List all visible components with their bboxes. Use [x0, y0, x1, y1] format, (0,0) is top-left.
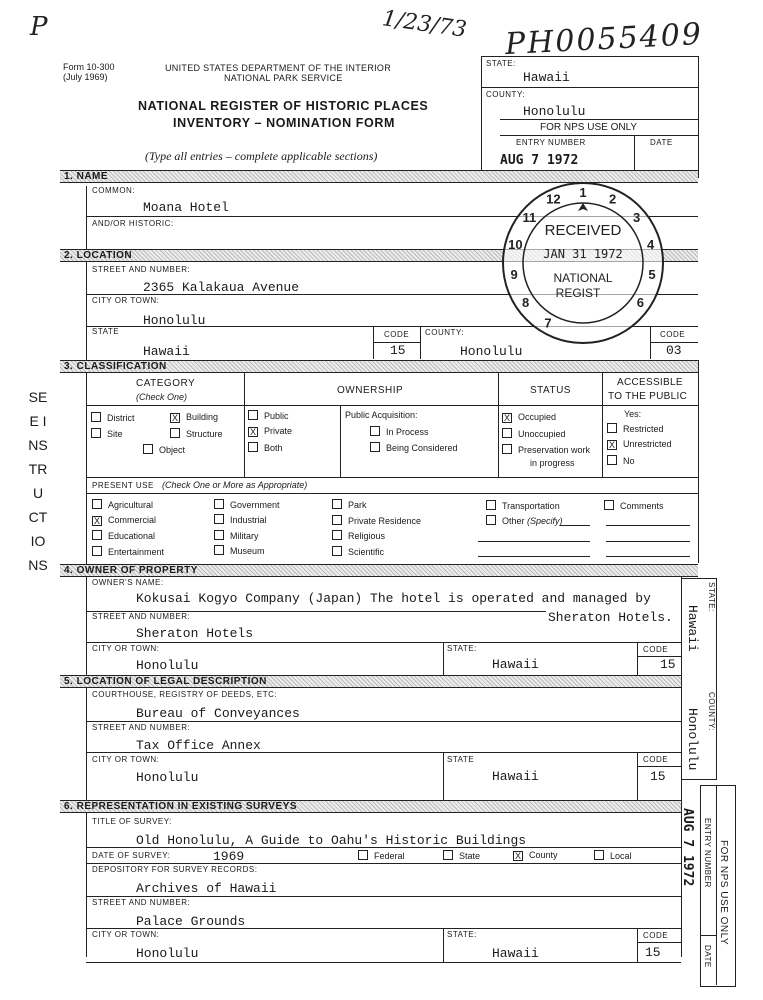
cb-government[interactable]: Government	[214, 499, 280, 510]
rm-date-label: DATE	[703, 945, 712, 968]
stamp-ring-numeral: 1	[579, 185, 587, 200]
s6-street-value: Palace Grounds	[136, 914, 246, 929]
s6-depository-value: Archives of Hawaii	[136, 881, 277, 896]
s3-access-label2: TO THE PUBLIC	[608, 391, 688, 402]
section-6-header: 6. REPRESENTATION IN EXISTING SURVEYS	[60, 800, 681, 813]
s5-state-label: STATE	[447, 755, 475, 764]
tr-state-value: Hawaii	[523, 70, 570, 85]
stamp-line1: NATIONAL	[553, 271, 613, 285]
stamp-received-text: RECEIVED	[544, 222, 622, 239]
s2-street-value: 2365 Kalakaua Avenue	[143, 280, 300, 295]
s2-code-label: CODE	[384, 330, 410, 339]
s5-state-value: Hawaii	[492, 769, 539, 784]
s4-state-label: STATE:	[447, 644, 477, 653]
s6-code-label: CODE	[643, 931, 669, 940]
s4-code-label: CODE	[643, 645, 669, 654]
cb-military[interactable]: Military	[214, 530, 259, 541]
s3-present-use-label: PRESENT USE	[92, 481, 154, 490]
cb-in-process[interactable]: In Process	[370, 426, 429, 437]
s6-code-value: 15	[645, 945, 661, 960]
cb-district[interactable]: District	[91, 412, 135, 423]
s2-state-value: Hawaii	[143, 344, 190, 359]
s2-code2-label: CODE	[660, 330, 686, 339]
s2-code-value: 15	[390, 343, 406, 358]
tr-entry-label: ENTRY NUMBER	[516, 138, 586, 147]
cb-museum[interactable]: Museum	[214, 545, 265, 556]
s6-city-value: Honolulu	[136, 946, 199, 961]
cb-both[interactable]: Both	[248, 442, 283, 453]
form-subtitle: (Type all entries – complete applicable sections)	[145, 149, 378, 163]
see-instructions-side-text: SEE INSTRUCTIONS	[28, 389, 48, 573]
stamp-ring-numeral: 4	[646, 236, 655, 252]
form-title-line2: INVENTORY – NOMINATION FORM	[173, 116, 395, 130]
section-4-header: 4. OWNER OF PROPERTY	[60, 564, 698, 577]
s6-street-label: STREET AND NUMBER:	[92, 898, 191, 907]
s3-yes-label: Yes:	[624, 409, 642, 419]
section-2-header: 2. LOCATION	[60, 249, 698, 262]
s1-common-label: COMMON:	[92, 186, 136, 195]
stamp-ring-numeral: 5	[648, 267, 656, 283]
stamp-ring-numeral: 12	[546, 191, 561, 207]
s6-survey-label: TITLE OF SURVEY:	[92, 817, 172, 826]
cb-structure[interactable]: Structure	[170, 428, 223, 439]
s6-state-label: STATE:	[447, 930, 477, 939]
cb-agricultural[interactable]: Agricultural	[92, 499, 153, 510]
cb-site[interactable]: Site	[91, 428, 123, 439]
handwritten-ref-number: PH0055409	[504, 16, 704, 63]
s3-category-label: CATEGORY	[136, 378, 196, 389]
s2-street-label: STREET AND NUMBER:	[92, 265, 191, 274]
rm-nps-use: FOR NPS USE ONLY	[718, 840, 729, 946]
s4-code-value: 15	[660, 657, 676, 672]
cb-public[interactable]: Public	[248, 410, 289, 421]
cb-commercial[interactable]: X Commercial	[93, 515, 157, 526]
cb-unoccupied[interactable]: Unoccupied	[502, 428, 566, 439]
s2-city-label: CITY OR TOWN:	[92, 296, 160, 305]
s5-city-value: Honolulu	[136, 770, 199, 785]
s2-county-value: Honolulu	[460, 344, 523, 359]
stamp-ring-numeral: 6	[636, 295, 644, 311]
cb-educational[interactable]: Educational	[92, 530, 155, 541]
cb-park[interactable]: Park	[332, 499, 367, 510]
s5-court-value: Bureau of Conveyances	[136, 706, 300, 721]
form-title-line1: NATIONAL REGISTER OF HISTORIC PLACES	[138, 99, 429, 113]
section-3-header: 3. CLASSIFICATION	[60, 360, 698, 373]
service-name: NATIONAL PARK SERVICE	[224, 73, 343, 83]
cb-building[interactable]: X Building	[171, 412, 219, 423]
cb-county[interactable]: X County	[514, 850, 558, 861]
s6-survey-value: Old Honolulu, A Guide to Oahu's Historic Buildings	[136, 833, 527, 848]
cb-transportation[interactable]: Transportation	[486, 500, 560, 511]
handwritten-date: 1/23/73	[380, 6, 469, 43]
s1-common-value: Moana Hotel	[143, 200, 229, 215]
s2-county-label: COUNTY:	[425, 328, 465, 337]
stamp-ring-numeral: 7	[544, 315, 552, 331]
s1-historic-label: AND/OR HISTORIC:	[92, 219, 174, 228]
tr-county-value: Honolulu	[523, 104, 586, 119]
s5-code-label: CODE	[643, 755, 669, 764]
cb-restricted[interactable]: Restricted	[607, 423, 664, 434]
s4-owner-label: OWNER'S NAME:	[92, 578, 164, 587]
tr-entry-stamp: AUG 7 1972	[500, 153, 579, 168]
s5-court-label: COURTHOUSE, REGISTRY OF DEEDS, ETC:	[92, 690, 278, 699]
s3-preservation-line2: in progress	[530, 458, 575, 468]
s6-depository-label: DEPOSITORY FOR SURVEY RECORDS:	[92, 865, 258, 874]
cb-private[interactable]: X Private	[249, 426, 293, 437]
tr-nps-use: FOR NPS USE ONLY	[540, 122, 638, 133]
s3-category-sub: (Check One)	[136, 392, 188, 402]
cb-religious[interactable]: Religious	[332, 530, 385, 541]
form-number: Form 10-300	[63, 62, 115, 72]
s6-state-value: Hawaii	[492, 946, 539, 961]
cb-object[interactable]: Object	[143, 444, 185, 455]
tr-county-label: COUNTY:	[486, 90, 526, 99]
s2-state-label: STATE	[92, 327, 120, 336]
cb-no[interactable]: No	[607, 455, 635, 466]
stamp-line2: REGIST	[555, 286, 601, 300]
stamp-ring-numeral: 2	[608, 191, 617, 207]
s4-city-label: CITY OR TOWN:	[92, 644, 160, 653]
s3-public-acquisition-label: Public Acquisition:	[345, 410, 418, 420]
cb-occupied[interactable]: X Occupied	[503, 412, 557, 423]
received-stamp	[498, 178, 668, 348]
tr-date-label: DATE	[650, 138, 673, 147]
s4-owner-value: Kokusai Kogyo Company (Japan) The hotel is operated and managed by	[136, 591, 651, 606]
cb-entertainment[interactable]: Entertainment	[92, 546, 164, 557]
section-5-header: 5. LOCATION OF LEGAL DESCRIPTION	[60, 675, 681, 688]
form-date: (July 1969)	[63, 72, 108, 82]
cb-being-considered[interactable]: Being Considered	[370, 442, 458, 453]
rm-state-label: STATE:	[707, 582, 716, 612]
s5-street-label: STREET AND NUMBER:	[92, 723, 191, 732]
cb-comments[interactable]: Comments	[604, 500, 664, 511]
s6-city-label: CITY OR TOWN:	[92, 930, 160, 939]
rm-entry-stamp: AUG 7 1972	[680, 808, 695, 887]
rm-county-label: COUNTY:	[707, 692, 716, 732]
stamp-ring-numeral: 10	[508, 236, 523, 252]
s2-code2-value: 03	[666, 343, 682, 358]
tr-state-label: STATE:	[486, 59, 516, 68]
department-name: UNITED STATES DEPARTMENT OF THE INTERIOR	[165, 63, 392, 73]
s4-city-value: Honolulu	[136, 658, 199, 673]
stamp-ring-numeral: 9	[510, 267, 518, 283]
s5-city-label: CITY OR TOWN:	[92, 755, 160, 764]
stamp-ring-numeral: 8	[522, 295, 530, 311]
s5-street-value: Tax Office Annex	[136, 738, 261, 753]
cb-local[interactable]: Local	[594, 850, 632, 861]
cb-industrial[interactable]: Industrial	[214, 514, 267, 525]
cb-scientific[interactable]: Scientific	[332, 546, 384, 557]
stamp-ring-numeral: 11	[522, 210, 537, 226]
rm-county-value: Honolulu	[685, 708, 700, 771]
cb-other[interactable]: Other (Specify)	[486, 515, 563, 526]
cb-federal[interactable]: Federal	[358, 850, 405, 861]
cb-preservation[interactable]: Preservation work	[502, 444, 590, 455]
rm-state-value: Hawaii	[685, 605, 700, 652]
s3-status-label: STATUS	[530, 385, 571, 396]
handwritten-p-mark: P	[30, 12, 48, 42]
stamp-date: JAN 31 1972	[543, 247, 623, 261]
stamp-ring-numeral: 3	[633, 210, 641, 226]
s5-code-value: 15	[650, 769, 666, 784]
s6-date-value: 1969	[213, 849, 245, 864]
s4-street-value: Sheraton Hotels	[136, 626, 254, 641]
s3-access-label1: ACCESSIBLE	[617, 377, 683, 388]
s4-state-value: Hawaii	[492, 657, 539, 672]
s2-city-value: Honolulu	[143, 313, 206, 328]
s6-date-label: DATE OF SURVEY:	[92, 851, 171, 860]
section-1-header: 1. NAME	[60, 170, 698, 183]
s4-street-label: STREET AND NUMBER:	[92, 612, 191, 621]
cb-private-residence[interactable]: Private Residence	[332, 515, 421, 526]
rm-entry-label: ENTRY NUMBER	[703, 818, 712, 888]
cb-state[interactable]: State	[443, 850, 480, 861]
s4-owner-value2: Sheraton Hotels.	[548, 610, 673, 625]
s3-present-use-sub: (Check One or More as Appropriate)	[162, 480, 308, 490]
cb-unrestricted[interactable]: X Unrestricted	[608, 439, 672, 450]
s3-ownership-label: OWNERSHIP	[337, 385, 404, 396]
